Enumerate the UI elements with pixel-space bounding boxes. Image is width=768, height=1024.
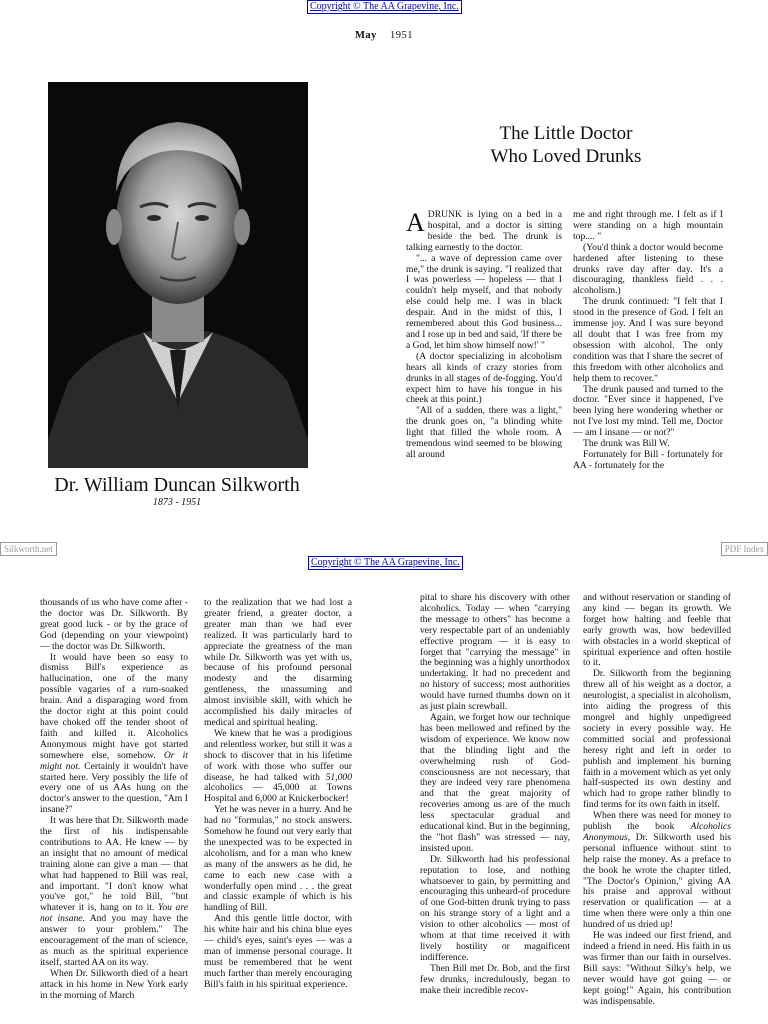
drop-cap: A	[406, 210, 425, 237]
paragraph: me and right through me. I felt as if I were standing on a high mountain top.... "	[573, 210, 723, 242]
copyright-link-top[interactable]: Copyright © The AA Grapevine, Inc.	[307, 0, 462, 14]
photo-caption-name: Dr. William Duncan Silkworth	[54, 474, 300, 496]
paragraph: "All of a sudden, there was a light," the drunk goes on, "a blinding white light that filled the whole room. A tremendous wind seemed to be blowing all around	[406, 405, 562, 460]
paragraph-text: Dr. Silkworth used his personal influence without stint to help raise the money. As a preface to the book he wrote the chapter titled, "The Doctor's Opinion," giving AA his praise and approval without reservation or qualification — at a time when there were only a thin one hundred of us dried up!	[583, 831, 731, 931]
paragraph-text: And you may have the answer to your problem." The encouragement of the man of science, as much as the spiritual experience itself, started AA on its way.	[40, 913, 188, 968]
paragraph-text: Certainly it wouldn't have started here. Very possibly the life of every one of us AAs hung on the doctor's answer to the question, "Am I insane?"	[40, 760, 188, 816]
paragraph: thousands of us who have come after - the doctor was Dr. Silkworth. By great good luck - or by the grace of God (depending on your viewpoint) — the doctor was Dr. Silkworth.	[40, 598, 188, 652]
paragraph-text: We knew that he was a prodigious and relentless worker, but still it was a shock to discover that in his lifetime of work with those who suffer our disease, he had talked with	[204, 727, 352, 783]
page2-column-3	[420, 593, 570, 1024]
paragraph: Then Bill met Dr. Bob, and the first few drunks, incredulously, began to make their incredible recov-	[420, 962, 570, 996]
emphasis-text: Alcoholics Anonymous,	[583, 821, 731, 843]
portrait-photo	[48, 82, 308, 468]
page2-column-4	[583, 593, 731, 1024]
emphasis-text: Or it might not.	[40, 749, 188, 772]
paragraph: Yet he was never in a hurry. And he had no "formulas," no stock answers. Somehow he found out very early that the unexpected was to be expected in alcoholism, and for a man who knew as many of the answers as he did, he came to each new case with a wonderfully open mind . . . the great and classic example of which is his handling of Bill.	[204, 804, 352, 914]
emphasis-text: You are not insane.	[40, 902, 188, 925]
paragraph	[406, 210, 562, 254]
paragraph: Fortunately for Bill - fortunately for AA - fortunately for the	[573, 448, 723, 471]
paragraph: "... a wave of depression came over me," the drunk is saying. "I realized that I was powerless — hopeless — that I couldn't help myself, and that nobody else could help me. I was in black despair. And in the midst of this, I remembered about this God business... and I rose up in bed and said, 'If there be a God, let him show himself now!' "	[406, 252, 562, 351]
paragraph: (A doctor specializing in alcoholism hears all kinds of crazy stories from drunks in all stages of de-fogging. You'd expect him to have his tongue in his cheek at this point.)	[406, 350, 562, 406]
paragraph: And this gentle little doctor, with his white hair and his china blue eyes — child's eyes, saint's eyes — was a man of immense personal courage. It must be remembered that he went much farther than merely encouraging Bill's faith in his spiritual experience.	[204, 913, 352, 990]
paragraph	[40, 816, 188, 969]
paragraph-text: It was here that Dr. Silkworth made the first of his indispensable contributions to AA. He knew — by an insight that no amount of medical training alone can give a man — that what had happened to Bill was real, and important. "I don't know what you've got," he told Bill, "but whatever it is, hang on to it.	[40, 815, 188, 914]
page1-column-1	[406, 210, 562, 502]
paragraph: (You'd think a doctor would become hardened after listening to these drunks rave day after day. It's a discouraging, thankless field . . . alcoholism.)	[573, 241, 723, 297]
article-title	[450, 122, 682, 168]
silkworth-net-link[interactable]: Silkworth.net	[0, 542, 57, 556]
article-title-line-1: The Little Doctor	[499, 123, 633, 144]
portrait-illustration	[48, 82, 308, 468]
pdf-index-link[interactable]: PDF Index	[721, 542, 768, 556]
page1-column-2	[573, 210, 723, 502]
paragraph: He was indeed our first friend, and indeed a friend in need. His faith in us was firmer than our faith in ourselves. Bill says: "Without Silky's help, we never would have got going — or kept going!" Again, his contribution was indispensable.	[583, 930, 731, 1007]
paragraph-text: alcoholics — 45,000 at Towns Hospital and 6,000 at Knickerbocker!	[204, 782, 352, 805]
paragraph: Dr. Silkworth had his professional reputation to lose, and nothing whatsoever to gain, by permitting and encouraging this unheard-of procedure of one God-bitten drunk trying to pass on his strange story of a light and a vision to other alcoholics — most of whom at that time received it with lively hostility or magnificent indifference.	[420, 853, 570, 963]
paragraph-text: When there was need for money to publish the book	[583, 810, 731, 833]
page2-column-2	[204, 598, 352, 1024]
emphasis-text: 51,000	[325, 771, 352, 783]
article-title-line-2: Who Loved Drunks	[490, 146, 642, 167]
paragraph: and without reservation or standing of any kind — began its growth. We forget how halting and feeble that early growth was, how bedevilled with obstacles in a world skeptical of spiritual experience and often hostile to it.	[583, 593, 731, 669]
paragraph-text: DRUNK is lying on a bed in a hospital, and a doctor is sitting beside the bed. The drunk is talking earnestly to the doctor.	[406, 210, 562, 253]
issue-dateline	[0, 30, 768, 41]
paragraph	[204, 729, 352, 805]
paragraph: The drunk paused and turned to the doctor. "Ever since it happened, I've been lying here wondering whether or not I've lost my mind. Tell me, Doctor — am I insane — or not?"	[573, 383, 723, 439]
paragraph: Again, we forget how our technique has been mellowed and refined by the wisdom of experience. We know now that the blinding light and the overwhelming rush of God-consciousness are not necessary, that they are indeed very rare phenomena and that the great majority of recoveries among us are of the much less spectacular gradual and educational kind. But in the beginning, the "hot flash" was stressed — nay, insisted upon.	[420, 711, 570, 854]
paragraph: to the realization that we had lost a greater friend, a greater doctor, a greater man than we had ever realized. It was particularly hard to appreciate the greatness of the man while Dr. Silkworth was yet with us, because of his profound personal modesty and the disarming gentleness, the unassuming and almost invisible skill, with which he accomplished his daily miracles of medical and spiritual healing.	[204, 598, 352, 728]
paragraph	[583, 811, 731, 931]
page2-column-1	[40, 598, 188, 1024]
paragraph: Dr. Silkworth from the beginning threw all of his weight as a doctor, a neurologist, a specialist in alcoholism, into aiding the progress of this mongrel and highly unpedigreed society in every possible way. He committed social and professional heresy right and left in order to publish and implement his burning faith in a movement which as yet only half-suspected its own destiny and which had to grope rather blindly to find terms for its own faith in itself.	[583, 668, 731, 811]
paragraph: When Dr. Silkworth died of a heart attack in his home in New York early in the morning of March	[40, 967, 188, 1001]
copyright-link-middle[interactable]: Copyright © The AA Grapevine, Inc.	[308, 556, 463, 570]
paragraph: The drunk continued: "I felt that I stood in the presence of God. I felt an immense joy. And I was sure beyond all doubt that I was free from my obsession with alcohol. The only condition was that I share the secret of this freedom with other alcoholics and help them to recover."	[573, 296, 723, 384]
paragraph	[40, 653, 188, 817]
issue-month: May	[354, 30, 377, 41]
paragraph-text: It would have been so easy to dismiss Bill's experience as hallucination, one of the many possible vagaries of a rum-soaked brain. And a disparaging word from the doctor right at this point could have choked off the tender shoot of faith and killed it. Alcoholics Anonymous might have got started somewhere else, somehow.	[40, 651, 188, 761]
photo-caption-years: 1873 - 1951	[152, 497, 202, 508]
issue-year: 1951	[390, 30, 414, 41]
paragraph: pital to share his discovery with other alcoholics. Today — when "carrying the message to others" has become a very respectable part of an undeniably effective program — it is easy to forget that "carrying the message" in the beginning was a highly unorthodox undertaking. It had no precedent and no history of success; most authorities would have turned thumbs down on it as just plain screwball.	[420, 593, 570, 713]
paragraph: The drunk was Bill W.	[583, 438, 670, 450]
